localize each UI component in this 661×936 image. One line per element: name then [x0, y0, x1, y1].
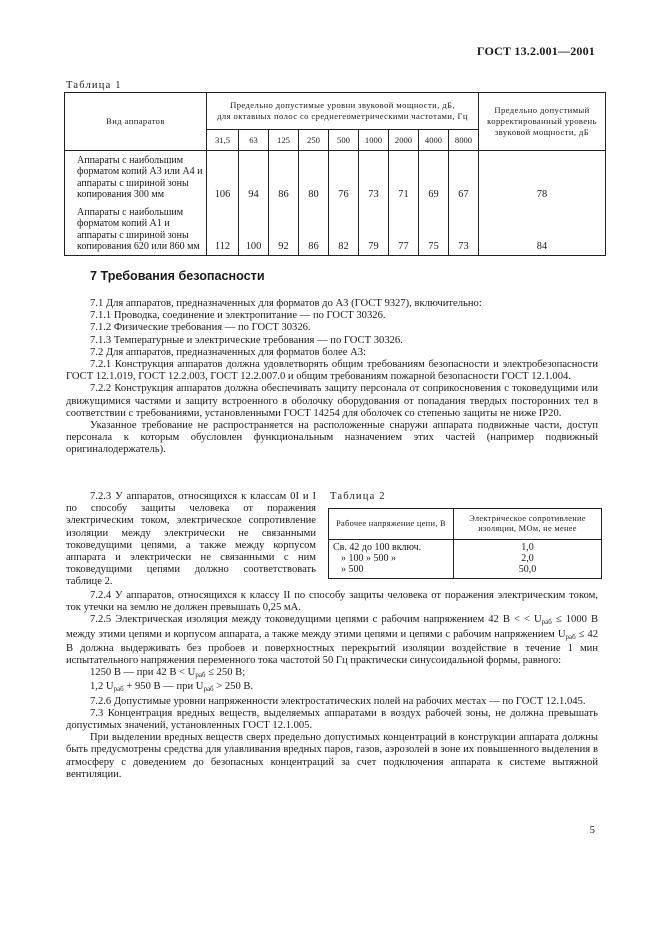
level-value: 69 [419, 151, 449, 204]
table2-caption: Таблица 2 [330, 491, 386, 502]
paragraph-7-1-2: 7.1.2 Физические требования — по ГОСТ 30326. [90, 322, 311, 334]
page-number: 5 [589, 824, 595, 836]
level-value: 82 [329, 203, 359, 256]
frequency-header: 8000 [449, 130, 479, 151]
header-resistance: Электрическое сопротивление изоляции, МОм, не менее [454, 509, 602, 540]
noise-level-table [64, 92, 606, 256]
resistance-value: 1,0 [521, 542, 534, 553]
corrected-level-value: 78 [479, 151, 606, 204]
level-value: 67 [449, 151, 479, 204]
header-corrected-level: Предельно допустимый корректированный уровень звуковой мощности, дБ [479, 93, 606, 151]
device-description: Аппараты с наибольшим форматом копий А3 или А4 и аппараты с шириной зоны копирования 300 мм [65, 151, 207, 204]
paragraph-7-2-2: 7.2.2 Конструкция аппаратов должна обеспечивать защиту персонала от соприкосновения с токоведущими или движущимися частями и защиту встроенного в оболочку оборудования от попадания твердых посторонних тел в соответствии с требованиями, установленными ГОСТ 14254 для оболочек со степенью защиты не ниже IP20. [66, 383, 598, 419]
device-description: Аппараты с наибольшим форматом копий А1 и аппараты с шириной зоны копирования 620 или 860 мм [65, 203, 207, 256]
corrected-level-value: 84 [479, 203, 606, 256]
header-voltage: Рабочее напряжение цепи, В [329, 509, 454, 540]
section-body-top [66, 298, 598, 457]
voltage-column [329, 540, 454, 579]
voltage-value: » 500 [341, 564, 364, 576]
section-body-bottom [66, 590, 598, 781]
frequency-header: 500 [329, 130, 359, 151]
frequency-header: 31,5 [207, 130, 239, 151]
level-value: 80 [299, 151, 329, 204]
resistance-column [454, 540, 602, 579]
level-value: 71 [389, 151, 419, 204]
paragraph-last: При выделении вредных веществ сверх предельно допустимых концентраций в конструкции аппарата должны быть предусмотрены средства для улавливания вредных паров, газов, аэрозолей в зоне их повышенного выделения в атмосферу с доведением до безопасных концентраций за счет подключения аппарата к системе вытяжной вентиляции. [66, 732, 598, 780]
table-row [65, 151, 606, 204]
level-value: 92 [269, 203, 299, 256]
insulation-resistance-table [328, 508, 602, 579]
paragraph-7-2-1: 7.2.1 Конструкция аппаратов должна удовлетворять общим требованиям безопасности и электробезопасности ГОСТ 12.1.019, ГОСТ 12.2.003, ГОСТ 12.2.007.0 и общим требованиям пожарной безопасности ГОСТ 12.1.004. [66, 359, 598, 383]
frequency-header: 125 [269, 130, 299, 151]
paragraph-7-2-6: 7.2.6 Допустимые уровни напряженности электростатических полей на рабочих местах — по ГОСТ 12.1.045. [90, 695, 586, 707]
frequency-header: 1000 [359, 130, 389, 151]
header-octave-levels: Предельно допустимые уровни звуковой мощности, дБ, для октавных полос со среднегеометрическими частотами, Гц [207, 93, 479, 130]
paragraph-7-3: 7.3 Концентрация вредных веществ, выделяемых аппаратами в воздух рабочей зоны, не должна превышать допустимых значений, установленных ГОСТ 12.1.005. [66, 707, 598, 732]
paragraph-7-1: 7.1 Для аппаратов, предназначенных для форматов до А3 (ГОСТ 9327), включительно: [90, 298, 482, 309]
paragraph-7-2-3-block [66, 491, 316, 589]
voltage-value: Св. 42 до 100 включ. [333, 542, 422, 553]
level-value: 76 [329, 151, 359, 204]
header-device-type: Вид аппаратов [65, 93, 207, 151]
paragraph-7-2: 7.2 Для аппаратов, предназначенных для форматов более А3: [90, 346, 366, 358]
paragraph-note: Указанное требование не распространяется на расположенные снаружи аппарата подвижные части, доступ персонала к которым обусловлен функциональным назначением этих частей (например подвижный оригиналодержатель). [66, 420, 598, 456]
level-value: 106 [207, 151, 239, 204]
table1-caption: Таблица 1 [66, 80, 122, 91]
level-value: 86 [269, 151, 299, 204]
frequency-header: 63 [239, 130, 269, 151]
paragraph-7-2-4: 7.2.4 У аппаратов, относящихся к классу II по способу защиты человека от поражения электрическим током, ток утечки на землю не должен превышать 0,25 мА. [66, 590, 598, 614]
frequency-header: 2000 [389, 130, 419, 151]
page-header: ГОСТ 13.2.001—2001 [476, 44, 595, 58]
table-row [65, 203, 606, 256]
level-value: 77 [389, 203, 419, 256]
formula-1: 1250 В — при 42 $В < U_{раб} \le 250$ В; [90, 667, 246, 680]
level-value: 94 [239, 151, 269, 204]
frequency-header: 4000 [419, 130, 449, 151]
paragraph-7-2-5: 7.2.5 Электрическая изоляция между токоведущими цепями с рабочим напряжением 42 В < < $U_{раб} \le 1000$ В между этими цепями и корпусом аппарата, а также между этими цепями и цепями с рабочим напряжением $U_{раб} \le 42$ В должна выдерживать без пробоев и поверхностных перекрытий изоляции воздействие в течение 1 мин испытательного напряжения переменного тока частотой 50 Гц практически синусоидальной формы, равного: [66, 614, 599, 667]
voltage-value: » 100 » 500 » [341, 553, 396, 565]
frequency-header: 250 [299, 130, 329, 151]
paragraph-7-2-3: 7.2.3 У аппаратов, относящихся к классам 0I и I по способу защиты человека от поражения электрическим током, электрическое сопротивление изоляции между электрически не связанными токоведущими цепями, а также между корпусом аппарата и электрически не связанными с ним токоведущими цепями должно соответствовать таблице 2. [66, 491, 316, 588]
resistance-value: 2,0 [521, 553, 534, 565]
section-title: 7 Требования безопасности [90, 269, 265, 283]
paragraph-7-1-3: 7.1.3 Температурные и электрические требования — по ГОСТ 30326. [90, 334, 403, 346]
level-value: 73 [449, 203, 479, 256]
level-value: 112 [207, 203, 239, 256]
resistance-value: 50,0 [518, 564, 537, 576]
formula-2: 1,2 $U_{раб} + 950$ В — при $U_{раб} > 250$ В. [90, 681, 254, 694]
level-value: 86 [299, 203, 329, 256]
level-value: 73 [359, 151, 389, 204]
level-value: 100 [239, 203, 269, 256]
paragraph-7-1-1: 7.1.1 Проводка, соединение и электропитание — по ГОСТ 30326. [90, 310, 386, 322]
level-value: 75 [419, 203, 449, 256]
level-value: 79 [359, 203, 389, 256]
